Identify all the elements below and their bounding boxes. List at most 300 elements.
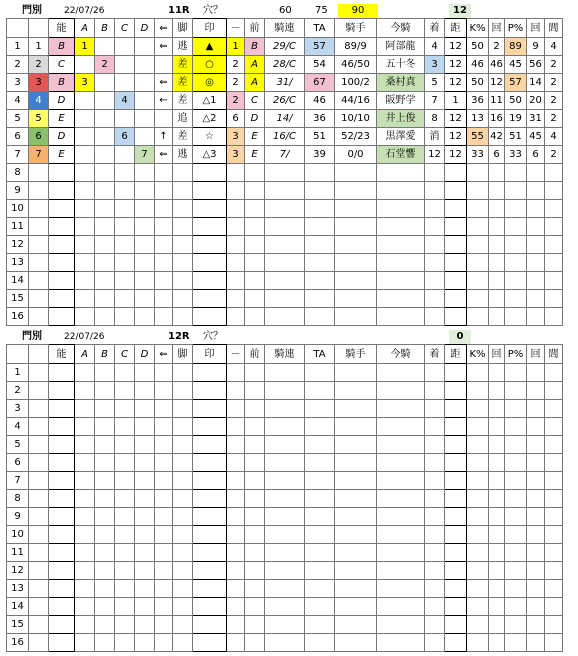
cell-kishu[interactable]	[335, 182, 377, 200]
cell-kp[interactable]	[467, 526, 489, 544]
cell-b[interactable]	[95, 436, 115, 454]
cell-mae[interactable]	[245, 544, 265, 562]
empty-row[interactable]	[7, 382, 563, 400]
cell-a[interactable]	[75, 290, 95, 308]
cell-rank[interactable]	[545, 634, 563, 652]
cell-minus[interactable]	[227, 544, 245, 562]
cell-ta[interactable]	[305, 182, 335, 200]
cell-ashi[interactable]	[173, 364, 193, 382]
cell-gate[interactable]	[29, 490, 49, 508]
cell-kiren[interactable]	[265, 418, 305, 436]
cell-kyori[interactable]	[445, 436, 467, 454]
cell-ashi[interactable]	[173, 436, 193, 454]
cell-gate[interactable]	[29, 200, 49, 218]
cell-ta[interactable]	[305, 454, 335, 472]
cell-pp[interactable]	[505, 182, 527, 200]
cell-p1[interactable]	[527, 436, 545, 454]
cell-mark[interactable]	[193, 454, 227, 472]
cell-kishu[interactable]	[335, 400, 377, 418]
cell-a[interactable]	[75, 616, 95, 634]
cell-p1[interactable]	[527, 562, 545, 580]
cell-chaku[interactable]	[425, 364, 445, 382]
empty-row[interactable]	[7, 544, 563, 562]
cell-k1[interactable]	[489, 164, 505, 182]
cell-nou[interactable]	[49, 634, 75, 652]
cell-chaku[interactable]	[425, 580, 445, 598]
cell-mae[interactable]	[245, 418, 265, 436]
cell-name[interactable]	[377, 472, 425, 490]
empty-row[interactable]	[7, 182, 563, 200]
cell-ta[interactable]	[305, 598, 335, 616]
cell-nou[interactable]	[49, 490, 75, 508]
cell-minus[interactable]	[227, 490, 245, 508]
cell-chaku[interactable]	[425, 436, 445, 454]
cell-p1[interactable]	[527, 164, 545, 182]
cell-mark[interactable]	[193, 290, 227, 308]
cell-chaku[interactable]	[425, 182, 445, 200]
cell-p1[interactable]	[527, 580, 545, 598]
cell-rank[interactable]	[545, 472, 563, 490]
cell-kp[interactable]	[467, 382, 489, 400]
cell-arrow[interactable]	[155, 508, 173, 526]
cell-name[interactable]	[377, 272, 425, 290]
cell-ashi[interactable]	[173, 236, 193, 254]
cell-pp[interactable]	[505, 544, 527, 562]
cell-mark[interactable]	[193, 472, 227, 490]
cell-rank[interactable]	[545, 182, 563, 200]
cell-kishu[interactable]	[335, 436, 377, 454]
cell-kishu[interactable]	[335, 472, 377, 490]
cell-kiren[interactable]	[265, 544, 305, 562]
cell-minus[interactable]	[227, 200, 245, 218]
cell-pp[interactable]	[505, 616, 527, 634]
cell-chaku[interactable]	[425, 236, 445, 254]
cell-minus[interactable]	[227, 382, 245, 400]
cell-kishu[interactable]	[335, 544, 377, 562]
cell-name[interactable]	[377, 254, 425, 272]
cell-mark[interactable]	[193, 308, 227, 326]
cell-arrow[interactable]	[155, 418, 173, 436]
cell-kyori[interactable]	[445, 562, 467, 580]
cell-chaku[interactable]	[425, 490, 445, 508]
cell-mae[interactable]	[245, 634, 265, 652]
cell-rank[interactable]	[545, 254, 563, 272]
cell-rank[interactable]	[545, 272, 563, 290]
cell-kishu[interactable]	[335, 562, 377, 580]
cell-p1[interactable]	[527, 634, 545, 652]
cell-gate[interactable]	[29, 400, 49, 418]
cell-name[interactable]	[377, 508, 425, 526]
cell-mark[interactable]	[193, 634, 227, 652]
cell-c[interactable]	[115, 308, 135, 326]
cell-d[interactable]	[135, 254, 155, 272]
cell-c[interactable]	[115, 164, 135, 182]
cell-k1[interactable]	[489, 382, 505, 400]
cell-pp[interactable]	[505, 490, 527, 508]
cell-kiren[interactable]	[265, 436, 305, 454]
cell-mae[interactable]	[245, 164, 265, 182]
cell-minus[interactable]	[227, 308, 245, 326]
cell-rank[interactable]	[545, 382, 563, 400]
cell-name[interactable]	[377, 164, 425, 182]
cell-b[interactable]	[95, 290, 115, 308]
cell-b[interactable]	[95, 526, 115, 544]
cell-minus[interactable]	[227, 580, 245, 598]
cell-kyori[interactable]	[445, 490, 467, 508]
cell-pp[interactable]	[505, 634, 527, 652]
cell-d[interactable]	[135, 544, 155, 562]
cell-chaku[interactable]	[425, 272, 445, 290]
cell-mae[interactable]	[245, 472, 265, 490]
cell-arrow[interactable]	[155, 308, 173, 326]
cell-pp[interactable]	[505, 364, 527, 382]
cell-kp[interactable]	[467, 200, 489, 218]
cell-k1[interactable]	[489, 236, 505, 254]
cell-minus[interactable]	[227, 634, 245, 652]
cell-c[interactable]	[115, 580, 135, 598]
cell-arrow[interactable]	[155, 364, 173, 382]
cell-a[interactable]	[75, 526, 95, 544]
cell-mark[interactable]	[193, 598, 227, 616]
cell-ta[interactable]	[305, 218, 335, 236]
cell-kiren[interactable]	[265, 616, 305, 634]
cell-d[interactable]	[135, 272, 155, 290]
cell-b[interactable]	[95, 364, 115, 382]
cell-rank[interactable]	[545, 308, 563, 326]
cell-k1[interactable]	[489, 634, 505, 652]
cell-c[interactable]	[115, 418, 135, 436]
cell-nou[interactable]	[49, 418, 75, 436]
cell-nou[interactable]	[49, 236, 75, 254]
cell-b[interactable]	[95, 616, 115, 634]
cell-ta[interactable]	[305, 272, 335, 290]
cell-c[interactable]	[115, 508, 135, 526]
cell-gate[interactable]	[29, 526, 49, 544]
empty-row[interactable]	[7, 254, 563, 272]
cell-b[interactable]	[95, 308, 115, 326]
cell-a[interactable]	[75, 164, 95, 182]
cell-gate[interactable]	[29, 164, 49, 182]
cell-ashi[interactable]	[173, 580, 193, 598]
cell-mae[interactable]	[245, 308, 265, 326]
cell-p1[interactable]	[527, 526, 545, 544]
cell-arrow[interactable]	[155, 218, 173, 236]
cell-kp[interactable]	[467, 508, 489, 526]
cell-b[interactable]	[95, 236, 115, 254]
cell-kishu[interactable]	[335, 418, 377, 436]
cell-kyori[interactable]	[445, 308, 467, 326]
cell-ta[interactable]	[305, 616, 335, 634]
cell-rank[interactable]	[545, 580, 563, 598]
cell-ta[interactable]	[305, 164, 335, 182]
cell-pp[interactable]	[505, 218, 527, 236]
cell-name[interactable]	[377, 436, 425, 454]
cell-chaku[interactable]	[425, 472, 445, 490]
cell-kyori[interactable]	[445, 544, 467, 562]
cell-c[interactable]	[115, 382, 135, 400]
empty-row[interactable]	[7, 236, 563, 254]
cell-kp[interactable]	[467, 454, 489, 472]
cell-rank[interactable]	[545, 290, 563, 308]
cell-gate[interactable]	[29, 290, 49, 308]
cell-mae[interactable]	[245, 454, 265, 472]
cell-arrow[interactable]	[155, 580, 173, 598]
cell-nou[interactable]	[49, 598, 75, 616]
cell-b[interactable]	[95, 508, 115, 526]
empty-row[interactable]	[7, 454, 563, 472]
cell-rank[interactable]	[545, 436, 563, 454]
cell-mae[interactable]	[245, 526, 265, 544]
cell-name[interactable]	[377, 182, 425, 200]
cell-k1[interactable]	[489, 308, 505, 326]
cell-a[interactable]	[75, 598, 95, 616]
cell-kiren[interactable]	[265, 508, 305, 526]
cell-chaku[interactable]	[425, 544, 445, 562]
cell-d[interactable]	[135, 598, 155, 616]
cell-minus[interactable]	[227, 218, 245, 236]
cell-mark[interactable]	[193, 236, 227, 254]
cell-b[interactable]	[95, 544, 115, 562]
cell-k1[interactable]	[489, 290, 505, 308]
cell-kiren[interactable]	[265, 400, 305, 418]
cell-gate[interactable]	[29, 562, 49, 580]
cell-d[interactable]	[135, 290, 155, 308]
cell-ta[interactable]	[305, 562, 335, 580]
cell-k1[interactable]	[489, 272, 505, 290]
cell-kyori[interactable]	[445, 580, 467, 598]
cell-chaku[interactable]	[425, 598, 445, 616]
cell-kyori[interactable]	[445, 182, 467, 200]
cell-rank[interactable]	[545, 236, 563, 254]
cell-kiren[interactable]	[265, 218, 305, 236]
cell-ta[interactable]	[305, 472, 335, 490]
cell-b[interactable]	[95, 472, 115, 490]
cell-ashi[interactable]	[173, 382, 193, 400]
empty-row[interactable]	[7, 562, 563, 580]
cell-b[interactable]	[95, 400, 115, 418]
cell-kishu[interactable]	[335, 164, 377, 182]
cell-p1[interactable]	[527, 544, 545, 562]
cell-name[interactable]	[377, 290, 425, 308]
cell-d[interactable]	[135, 526, 155, 544]
cell-c[interactable]	[115, 218, 135, 236]
cell-rank[interactable]	[545, 364, 563, 382]
cell-pp[interactable]	[505, 598, 527, 616]
cell-rank[interactable]	[545, 544, 563, 562]
cell-minus[interactable]	[227, 182, 245, 200]
cell-pp[interactable]	[505, 200, 527, 218]
cell-b[interactable]	[95, 218, 115, 236]
cell-p1[interactable]	[527, 308, 545, 326]
empty-row[interactable]	[7, 436, 563, 454]
cell-p1[interactable]	[527, 182, 545, 200]
empty-row[interactable]	[7, 364, 563, 382]
cell-ashi[interactable]	[173, 254, 193, 272]
cell-a[interactable]	[75, 580, 95, 598]
cell-nou[interactable]	[49, 400, 75, 418]
cell-b[interactable]	[95, 598, 115, 616]
cell-mark[interactable]	[193, 254, 227, 272]
empty-row[interactable]	[7, 472, 563, 490]
cell-pp[interactable]	[505, 508, 527, 526]
cell-a[interactable]	[75, 418, 95, 436]
cell-kiren[interactable]	[265, 634, 305, 652]
cell-c[interactable]	[115, 200, 135, 218]
cell-mae[interactable]	[245, 616, 265, 634]
table-row[interactable]	[7, 74, 563, 92]
cell-ta[interactable]	[305, 236, 335, 254]
cell-chaku[interactable]	[425, 400, 445, 418]
cell-a[interactable]	[75, 562, 95, 580]
cell-name[interactable]	[377, 598, 425, 616]
cell-kishu[interactable]	[335, 290, 377, 308]
cell-nou[interactable]	[49, 454, 75, 472]
cell-nou[interactable]	[49, 580, 75, 598]
cell-nou[interactable]	[49, 200, 75, 218]
cell-p1[interactable]	[527, 472, 545, 490]
cell-mae[interactable]	[245, 580, 265, 598]
cell-rank[interactable]	[545, 562, 563, 580]
cell-name[interactable]	[377, 616, 425, 634]
cell-ta[interactable]	[305, 364, 335, 382]
cell-pp[interactable]	[505, 562, 527, 580]
cell-ta[interactable]	[305, 254, 335, 272]
cell-d[interactable]	[135, 472, 155, 490]
cell-k1[interactable]	[489, 364, 505, 382]
cell-ta[interactable]	[305, 418, 335, 436]
cell-kiren[interactable]	[265, 472, 305, 490]
cell-nou[interactable]	[49, 436, 75, 454]
cell-d[interactable]	[135, 508, 155, 526]
cell-mae[interactable]	[245, 400, 265, 418]
cell-k1[interactable]	[489, 544, 505, 562]
empty-row[interactable]	[7, 616, 563, 634]
cell-a[interactable]	[75, 382, 95, 400]
cell-kp[interactable]	[467, 218, 489, 236]
cell-mae[interactable]	[245, 182, 265, 200]
cell-kiren[interactable]	[265, 182, 305, 200]
cell-b[interactable]	[95, 382, 115, 400]
cell-nou[interactable]	[49, 382, 75, 400]
cell-kiren[interactable]	[265, 382, 305, 400]
cell-ta[interactable]	[305, 526, 335, 544]
cell-name[interactable]	[377, 382, 425, 400]
cell-gate[interactable]	[29, 580, 49, 598]
cell-c[interactable]	[115, 182, 135, 200]
cell-kp[interactable]	[467, 182, 489, 200]
empty-row[interactable]	[7, 508, 563, 526]
cell-gate[interactable]	[29, 182, 49, 200]
cell-ashi[interactable]	[173, 544, 193, 562]
cell-kyori[interactable]	[445, 200, 467, 218]
cell-chaku[interactable]	[425, 308, 445, 326]
cell-rank[interactable]	[545, 454, 563, 472]
cell-rank[interactable]	[545, 164, 563, 182]
cell-name[interactable]	[377, 580, 425, 598]
cell-a[interactable]	[75, 544, 95, 562]
cell-ashi[interactable]	[173, 598, 193, 616]
cell-p1[interactable]	[527, 382, 545, 400]
cell-minus[interactable]	[227, 418, 245, 436]
empty-row[interactable]	[7, 634, 563, 652]
cell-b[interactable]	[95, 562, 115, 580]
cell-nou[interactable]	[49, 526, 75, 544]
cell-ta[interactable]	[305, 290, 335, 308]
cell-c[interactable]	[115, 272, 135, 290]
cell-c[interactable]	[115, 490, 135, 508]
cell-pp[interactable]	[505, 308, 527, 326]
cell-chaku[interactable]	[425, 454, 445, 472]
cell-kyori[interactable]	[445, 218, 467, 236]
cell-mae[interactable]	[245, 236, 265, 254]
cell-a[interactable]	[75, 454, 95, 472]
cell-nou[interactable]	[49, 616, 75, 634]
cell-name[interactable]	[377, 562, 425, 580]
cell-b[interactable]	[95, 200, 115, 218]
cell-arrow[interactable]	[155, 254, 173, 272]
cell-mark[interactable]	[193, 218, 227, 236]
cell-ashi[interactable]	[173, 490, 193, 508]
cell-pp[interactable]	[505, 526, 527, 544]
cell-kp[interactable]	[467, 272, 489, 290]
cell-c[interactable]	[115, 290, 135, 308]
empty-row[interactable]	[7, 400, 563, 418]
empty-row[interactable]	[7, 272, 563, 290]
cell-c[interactable]	[115, 454, 135, 472]
cell-k1[interactable]	[489, 490, 505, 508]
cell-rank[interactable]	[545, 418, 563, 436]
cell-p1[interactable]	[527, 200, 545, 218]
cell-mark[interactable]	[193, 544, 227, 562]
cell-kyori[interactable]	[445, 400, 467, 418]
cell-a[interactable]	[75, 634, 95, 652]
cell-arrow[interactable]	[155, 472, 173, 490]
cell-nou[interactable]	[49, 562, 75, 580]
cell-arrow[interactable]	[155, 634, 173, 652]
cell-rank[interactable]	[545, 200, 563, 218]
cell-name[interactable]	[377, 400, 425, 418]
cell-k1[interactable]	[489, 200, 505, 218]
cell-p1[interactable]	[527, 508, 545, 526]
cell-k1[interactable]	[489, 436, 505, 454]
cell-ta[interactable]	[305, 580, 335, 598]
cell-p1[interactable]	[527, 418, 545, 436]
cell-b[interactable]	[95, 418, 115, 436]
cell-ashi[interactable]	[173, 418, 193, 436]
cell-chaku[interactable]	[425, 164, 445, 182]
cell-rank[interactable]	[545, 526, 563, 544]
cell-a[interactable]	[75, 436, 95, 454]
cell-kp[interactable]	[467, 634, 489, 652]
cell-mark[interactable]	[193, 364, 227, 382]
table-row[interactable]	[7, 110, 563, 128]
cell-k1[interactable]	[489, 562, 505, 580]
cell-d[interactable]	[135, 436, 155, 454]
cell-ta[interactable]	[305, 382, 335, 400]
cell-arrow[interactable]	[155, 236, 173, 254]
cell-minus[interactable]	[227, 598, 245, 616]
cell-a[interactable]	[75, 272, 95, 290]
cell-chaku[interactable]	[425, 508, 445, 526]
cell-kiren[interactable]	[265, 254, 305, 272]
cell-arrow[interactable]	[155, 164, 173, 182]
cell-nou[interactable]	[49, 218, 75, 236]
cell-pp[interactable]	[505, 236, 527, 254]
cell-p1[interactable]	[527, 218, 545, 236]
cell-kp[interactable]	[467, 418, 489, 436]
cell-k1[interactable]	[489, 218, 505, 236]
cell-k1[interactable]	[489, 616, 505, 634]
